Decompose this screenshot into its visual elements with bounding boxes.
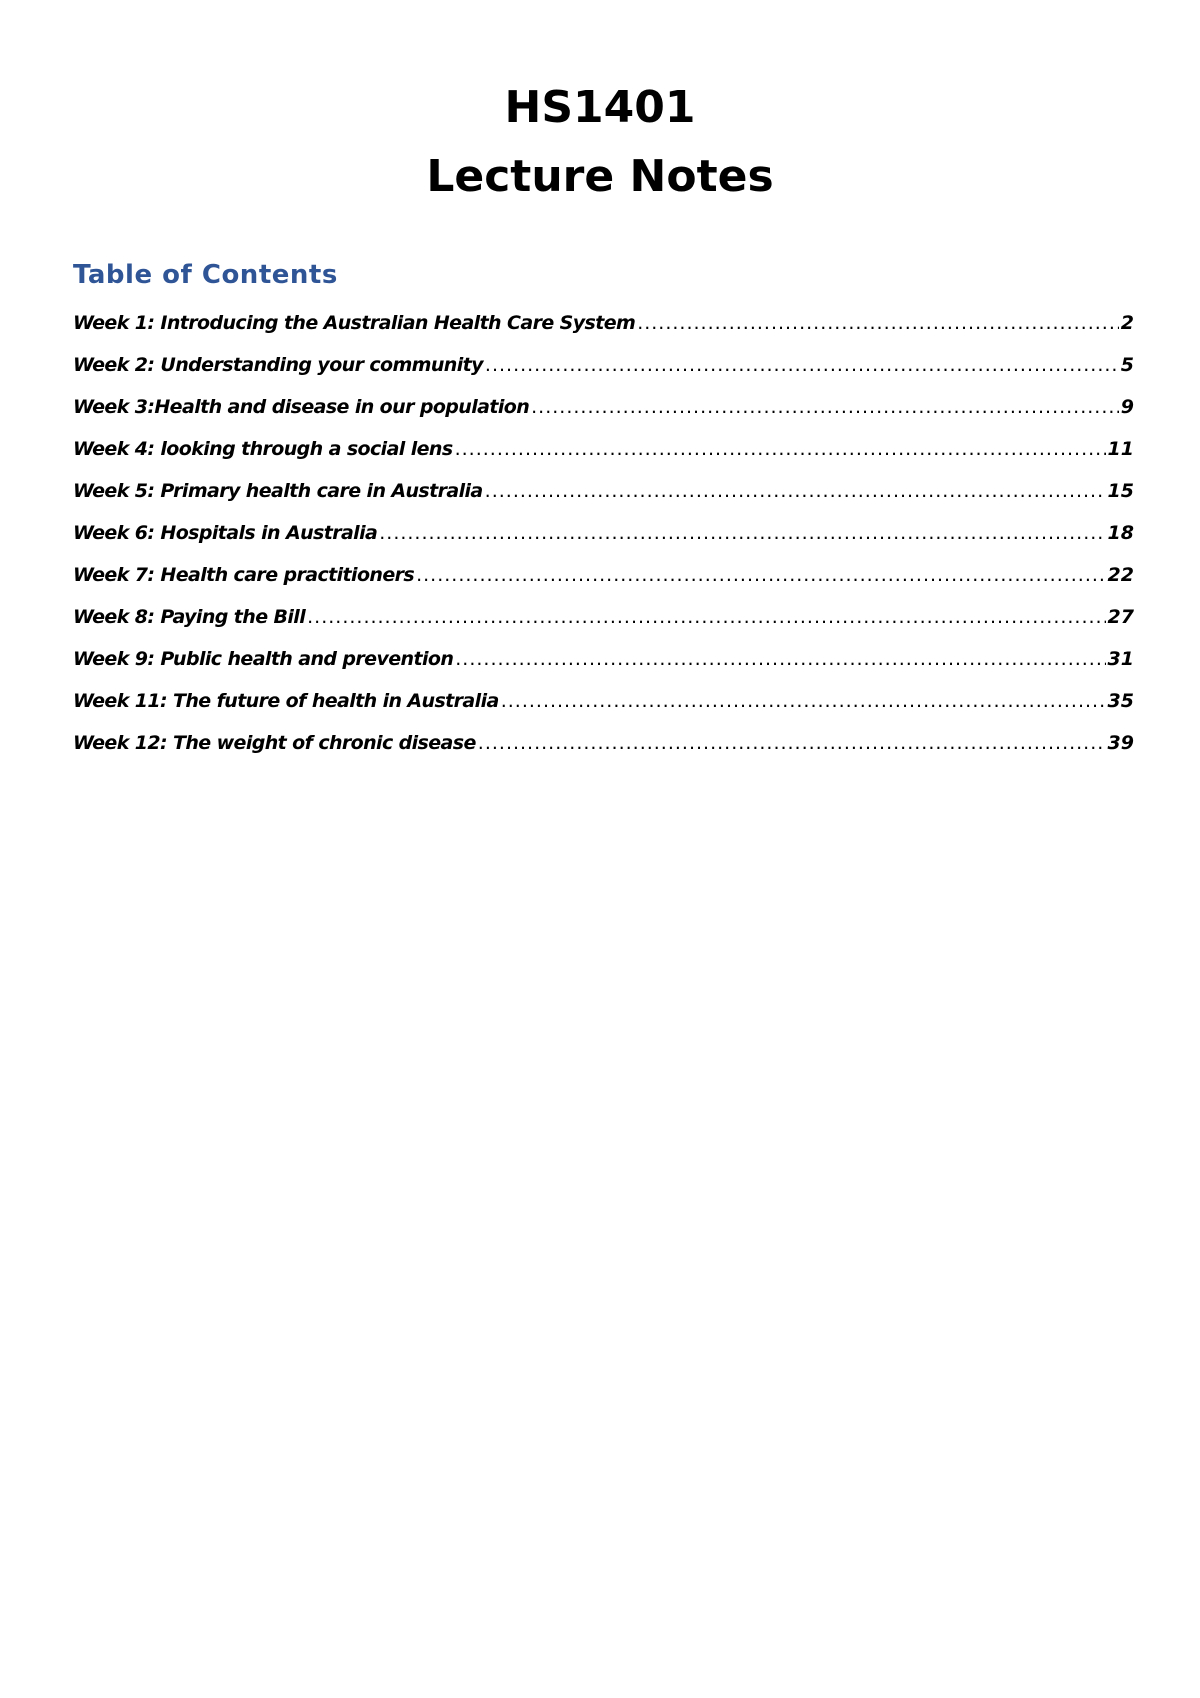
toc-entry-week-4[interactable] [73,433,1134,475]
toc-page-number: 2 [1120,312,1134,334]
toc-dot-leader [455,643,1105,675]
toc-dot-leader [637,307,1119,339]
toc-dot-leader [485,475,1106,507]
toc-dot-leader [416,559,1105,591]
toc-page-number: 27 [1107,606,1134,628]
toc-entry-week-3[interactable] [73,391,1134,433]
toc-page-number: 11 [1107,438,1134,460]
toc-entry-week-5[interactable] [73,475,1134,517]
toc-dot-leader [379,517,1105,549]
toc-entry-week-2[interactable] [73,349,1134,391]
toc-entry-title: Week 5: Primary health care in Australia [73,480,483,502]
toc-entry-title: Week 8: Paying the Bill [73,606,306,628]
toc-page-number: 31 [1107,648,1134,670]
table-of-contents [73,307,1134,769]
toc-entry-title: Week 2: Understanding your community [73,354,483,376]
toc-entry-week-7[interactable] [73,559,1134,601]
document-title-code: HS1401 [504,82,696,133]
toc-page-number: 15 [1107,480,1134,502]
toc-entry-title: Week 11: The future of health in Australia [73,690,499,712]
toc-heading: Table of Contents [73,260,338,290]
toc-page-number: 18 [1107,522,1134,544]
toc-entry-title: Week 6: Hospitals in Australia [73,522,378,544]
toc-dot-leader [455,433,1106,465]
toc-entry-title: Week 9: Public health and prevention [73,648,454,670]
toc-dot-leader [501,685,1106,717]
toc-entry-title: Week 3:Health and disease in our population [73,396,530,418]
toc-entry-title: Week 7: Health care practitioners [73,564,415,586]
toc-page-number: 39 [1107,732,1134,754]
toc-entry-week-8[interactable] [73,601,1134,643]
toc-page-number: 9 [1120,396,1134,418]
toc-entry-week-12[interactable] [73,727,1134,769]
toc-entry-title: Week 1: Introducing the Australian Health Care System [73,312,636,334]
toc-page-number: 22 [1107,564,1134,586]
toc-entry-week-11[interactable] [73,685,1134,727]
toc-dot-leader [307,601,1105,633]
toc-entry-week-6[interactable] [73,517,1134,559]
toc-page-number: 5 [1120,354,1134,376]
toc-dot-leader [478,727,1106,759]
toc-entry-title: Week 4: looking through a social lens [73,438,453,460]
toc-entry-week-1[interactable] [73,307,1134,349]
toc-entry-title: Week 12: The weight of chronic disease [73,732,476,754]
toc-entry-week-9[interactable] [73,643,1134,685]
document-title: Lecture Notes [426,151,774,202]
toc-page-number: 35 [1107,690,1134,712]
toc-dot-leader [485,349,1119,381]
toc-dot-leader [531,391,1119,423]
